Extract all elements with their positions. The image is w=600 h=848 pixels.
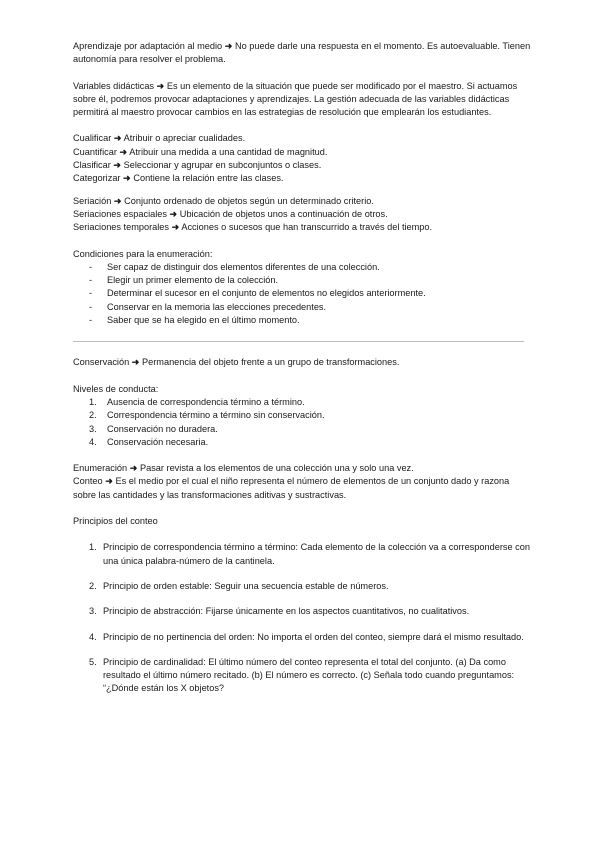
definition-text: Atribuir o apreciar cualidades. [121, 133, 246, 144]
arrow-icon: ➜ [120, 173, 131, 184]
definition-text: Es el medio por el cual el niño representa el número de elementos de un conjunto dado y razona sobre las cantidades y las transformaciones aditivas y sustractivas. [73, 476, 510, 500]
list-item-text: Conservación necesaria. [107, 436, 209, 447]
list-item [89, 287, 533, 300]
list-item-text: Elegir un primer elemento de la colección. [107, 275, 279, 286]
definition-line [73, 146, 533, 159]
definition-text: Contiene la relación entre las clases. [130, 173, 284, 184]
arrow-icon: ➜ [154, 80, 165, 91]
arrow-icon: ➜ [102, 476, 113, 487]
enumeration-title: Condiciones para la enumeración: [73, 248, 213, 259]
definition-line [73, 40, 533, 67]
arrow-icon: ➜ [116, 146, 128, 157]
definition-line [73, 356, 533, 369]
definition-line [73, 462, 533, 475]
list-item-text: Determinar el sucesor en el conjunto de elementos no elegidos anteriormente. [107, 288, 426, 299]
didactic-variables-block [73, 80, 533, 120]
dash-bullet: - [89, 261, 93, 272]
levels-title: Niveles de conducta: [73, 383, 159, 394]
principles-title: Principios del conteo [73, 516, 158, 527]
definition-term: Seriación [73, 195, 112, 206]
principle-text: Principio de orden estable: Seguir una secuencia estable de números. [103, 580, 389, 591]
list-item-text: Saber que se ha elegido en el último momento. [107, 315, 300, 326]
definition-text: Atribuir una medida a una cantidad de magnitud. [127, 146, 328, 157]
definition-text: Conjunto ordenado de objetos según un determinado criterio. [121, 195, 374, 206]
definition-line [73, 80, 533, 120]
definition-term: Clasificar [73, 160, 111, 171]
list-item-text: Conservar en la memoria las elecciones precedentes. [107, 301, 327, 312]
definition-line [73, 172, 533, 185]
list-item [89, 396, 533, 409]
list-number: 4. [89, 436, 97, 447]
principle-item [89, 541, 533, 568]
list-item [89, 436, 533, 449]
list-number: 4. [89, 631, 97, 642]
dash-bullet: - [89, 301, 93, 312]
definition-term: Variables didácticas [73, 80, 155, 91]
list-item-text: Ser capaz de distinguir dos elementos diferentes de una colección. [107, 261, 380, 272]
definition-term: Cualificar [73, 133, 112, 144]
document-content [73, 40, 533, 708]
definition-term: Seriaciones espaciales [73, 208, 167, 219]
principle-item [89, 631, 533, 644]
list-number: 3. [89, 606, 97, 617]
list-item-text: Correspondencia término a término sin conservación. [107, 410, 325, 421]
definition-line [73, 195, 533, 208]
dash-bullet: - [89, 288, 93, 299]
definition-text: Pasar revista a los elementos de una colección una y solo una vez. [137, 463, 414, 474]
principle-text: Principio de cardinalidad: El último número del conteo representa el total del conjunto. (a) Da como resultado el último número recitado. (b) El número es correcto. (c) Señala todo cuando preguntamos: “¿Dónde están los X objetos? [103, 656, 515, 694]
adaptation-block [73, 40, 533, 67]
list-item [89, 423, 533, 436]
arrow-icon: ➜ [129, 357, 140, 368]
conservation-block [73, 356, 533, 369]
definition-text: Es un elemento de la situación que puede ser modificado por el maestro. Si actuamos sobre él, podremos provocar adaptaciones y aprendizajes. La gestión adecuada de las variables didácticas permitirá al maestro provocar cambios en las estrategias de resolución que emplearán los estudiantes. [73, 80, 518, 118]
levels-list [73, 396, 533, 449]
list-item [89, 301, 533, 314]
enumeration-counting-block [73, 462, 533, 502]
definition-term: Aprendizaje por adaptación al medio [73, 41, 223, 51]
qualify-quantify-block [73, 132, 533, 185]
definition-term: Seriaciones temporales [73, 222, 170, 233]
definition-line [73, 475, 533, 502]
list-number: 1. [89, 542, 97, 553]
list-number: 2. [89, 580, 97, 591]
definition-line [73, 159, 533, 172]
principle-text: Principio de correspondencia término a término: Cada elemento de la colección va a corresponderse con una única palabra-número de la cantinela. [103, 542, 530, 566]
list-item [89, 261, 533, 274]
definition-term: Categorizar [73, 173, 121, 184]
seriation-block [73, 195, 533, 235]
definition-line [73, 132, 533, 145]
definition-text: Permanencia del objeto frente a un grupo de transformaciones. [139, 357, 400, 368]
definition-text: No puede darle una respuesta en el momento. Es autoevaluable. Tienen autonomía para resolver el problema. [73, 41, 531, 65]
list-number: 1. [89, 396, 97, 407]
principle-text: Principio de no pertinencia del orden: No importa el orden del conteo, siempre dará el mismo resultado. [103, 631, 524, 642]
arrow-icon: ➜ [127, 463, 138, 474]
definition-line [73, 221, 533, 234]
list-item [89, 274, 533, 287]
arrow-icon: ➜ [110, 160, 122, 171]
list-number: 3. [89, 423, 97, 434]
definition-text: Acciones o sucesos que han transcurrido a través del tiempo. [179, 222, 433, 233]
arrow-icon: ➜ [169, 222, 180, 233]
list-number: 2. [89, 410, 97, 421]
definition-term: Cuantificar [73, 146, 117, 157]
definition-term: Conservación [73, 357, 130, 368]
arrow-icon: ➜ [222, 41, 233, 51]
list-number: 5. [89, 656, 97, 667]
definition-line [73, 208, 533, 221]
principle-item [89, 580, 533, 593]
list-item-text: Ausencia de correspondencia término a término. [107, 396, 305, 407]
list-item [89, 409, 533, 422]
principle-item [89, 605, 533, 618]
dash-bullet: - [89, 315, 93, 326]
arrow-icon: ➜ [111, 195, 122, 206]
principle-text: Principio de abstracción: Fijarse únicamente en los aspectos cuantitativos, no cualitativos. [103, 606, 470, 617]
list-item-text: Conservación no duradera. [107, 423, 218, 434]
section-divider [73, 341, 524, 342]
definition-term: Enumeración [73, 463, 128, 474]
definition-text: Seleccionar y agrupar en subconjuntos o clases. [121, 160, 322, 171]
definition-term: Conteo [73, 476, 103, 487]
principles-list [73, 541, 533, 695]
arrow-icon: ➜ [111, 133, 122, 144]
arrow-icon: ➜ [166, 208, 178, 219]
dash-bullet: - [89, 275, 93, 286]
enumeration-list [73, 261, 533, 327]
principle-item [89, 656, 533, 696]
list-item [89, 314, 533, 327]
definition-text: Ubicación de objetos unos a continuación de otros. [177, 208, 388, 219]
